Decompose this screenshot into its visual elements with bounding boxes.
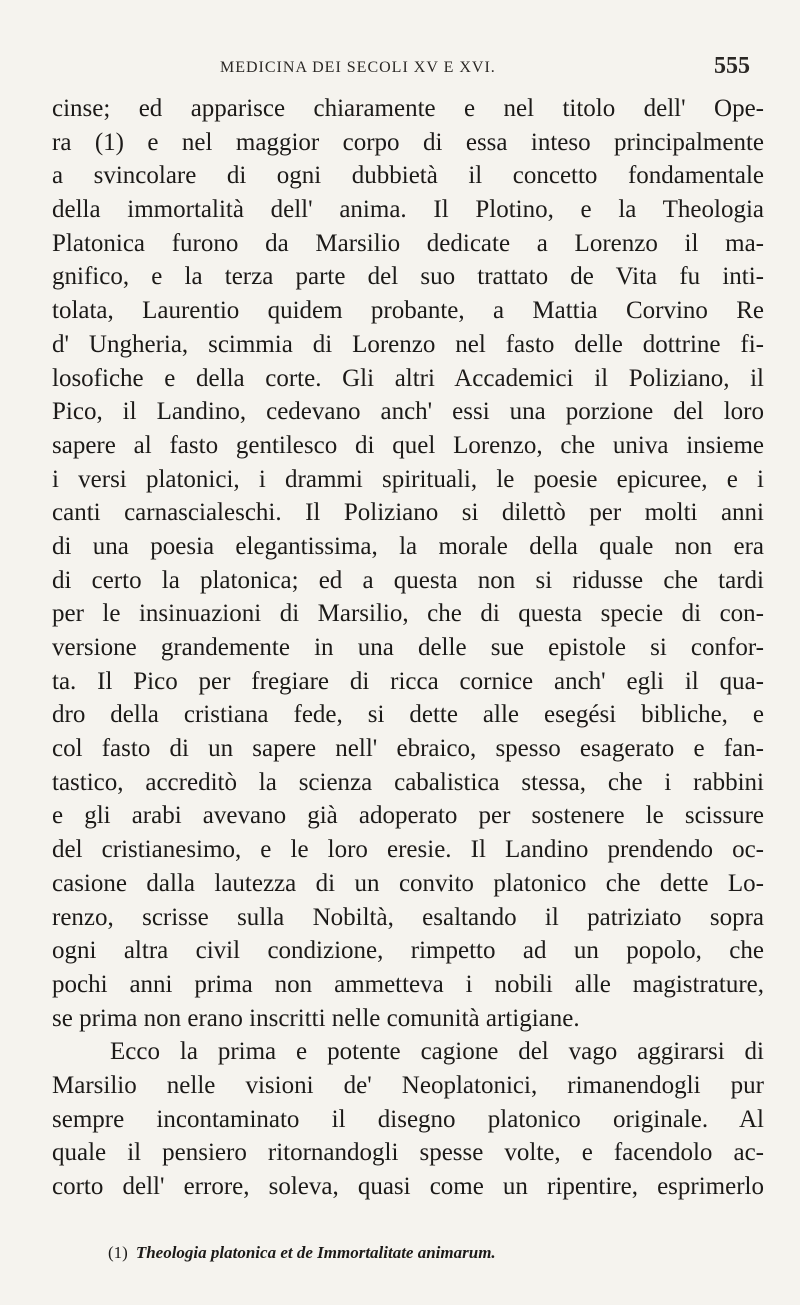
text-line: i versi platonici, i drammi spirituali, le poesie epicuree, e i — [52, 465, 764, 493]
text-line: cinse; ed apparisce chiaramente e nel titolo dell' Ope- — [52, 95, 764, 122]
text-line: a svincolare di ogni dubbietà il concetto fondamentale — [52, 162, 764, 190]
text-line: di certo la platonica; ed a questa non si ridusse che tardi — [52, 566, 764, 594]
text-line: Platonica furono da Marsilio dedicate a Lorenzo il ma- — [52, 229, 764, 257]
text-line: pochi anni prima non ammetteva i nobili alle magistrature, — [52, 970, 764, 998]
text-line: e gli arabi avevano già adoperato per sostenere le scissure — [52, 802, 764, 830]
text-line: Ecco la prima e potente cagione del vago aggirarsi di — [110, 1038, 764, 1066]
text-line: gnifico, e la terza parte del suo trattato de Vita fu inti- — [52, 263, 764, 291]
text-line: ogni altra civil condizione, rimpetto ad un popolo, che — [52, 937, 764, 965]
text-line: tolata, Laurentio quidem probante, a Mattia Corvino Re — [52, 297, 764, 325]
text-line: renzo, scrisse sulla Nobiltà, esaltando il patriziato sopra — [52, 903, 764, 931]
text-line: col fasto di un sapere nell' ebraico, spesso esagerato e fan- — [52, 735, 764, 763]
footnote-text: Theologia platonica et de Immortalitate animarum. — [135, 1243, 496, 1262]
text-line: ra (1) e nel maggior corpo di essa inteso principalmente — [52, 128, 764, 156]
text-line: di una poesia elegantissima, la morale della quale non era — [52, 532, 764, 560]
page-number: 555 — [714, 53, 750, 79]
text-line: della immortalità dell' anima. Il Plotino, e la Theologia — [52, 196, 764, 224]
text-line: canti carnascialeschi. Il Poliziano si dilettò per molti anni — [52, 499, 764, 527]
footnote — [108, 1243, 668, 1263]
text-line: d' Ungheria, scimmia di Lorenzo nel fasto delle dottrine fi- — [52, 330, 764, 358]
text-line: quale il pensiero ritornandogli spesse volte, e facendolo ac- — [52, 1139, 764, 1167]
text-line: per le insinuazioni di Marsilio, che di questa specie di con- — [52, 600, 764, 628]
running-title: MEDICINA DEI SECOLI XV E XVI. — [220, 59, 496, 76]
text-line: versione grandemente in una delle sue epistole si confor- — [52, 634, 764, 661]
text-line: se prima non erano inscritti nelle comunità artigiane. — [52, 1004, 580, 1032]
text-line: del cristianesimo, e le loro eresie. Il Landino prendendo oc- — [52, 836, 764, 864]
running-head — [60, 55, 750, 85]
body-text — [52, 92, 764, 1204]
text-line: tastico, accreditò la scienza cabalistica stessa, che i rabbini — [52, 768, 764, 796]
text-line: losofiche e della corte. Gli altri Accademici il Poliziano, il — [52, 364, 764, 392]
text-line: Pico, il Landino, cedevano anch' essi una porzione del loro — [52, 398, 764, 426]
text-line: casione dalla lautezza di un convito platonico che dette Lo- — [52, 869, 764, 897]
footnote-marker: (1) — [108, 1243, 128, 1262]
text-line: ta. Il Pico per fregiare di ricca cornice anch' egli il qua- — [52, 667, 764, 695]
text-line: Marsilio nelle visioni de' Neoplatonici, rimanendogli pur — [52, 1071, 764, 1099]
text-line: sempre incontaminato il disegno platonico originale. Al — [52, 1105, 764, 1133]
text-line: sapere al fasto gentilesco di quel Lorenzo, che univa insieme — [52, 431, 764, 459]
text-line: corto dell' errore, soleva, quasi come un ripentire, esprimerlo — [52, 1173, 764, 1200]
text-line: dro della cristiana fede, si dette alle esegési bibliche, e — [52, 701, 764, 729]
